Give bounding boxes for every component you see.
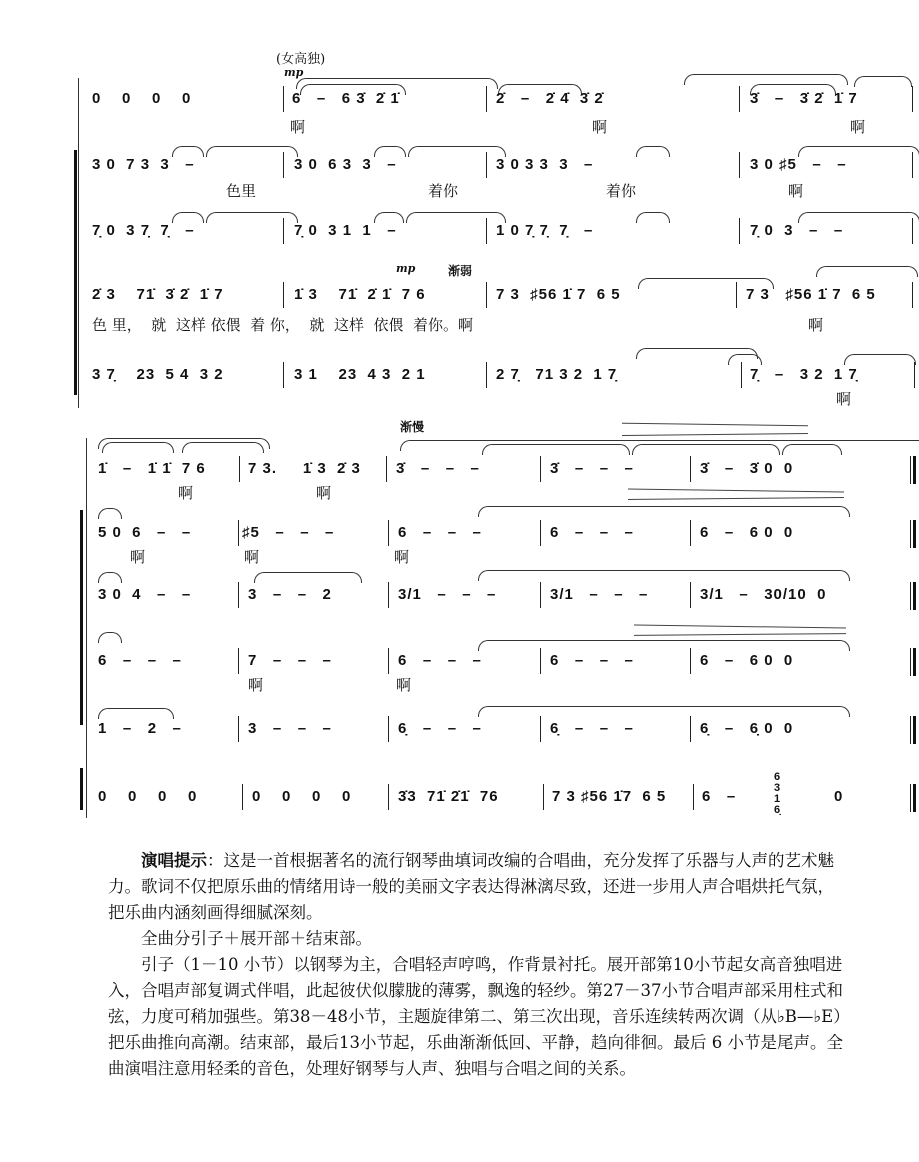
measure: 1 0 7̣ 7̣ 7̣ – [496,222,594,239]
measure: ♯5 – – – [242,524,335,541]
slur [478,570,850,581]
measure: 7 3 ♯56 1̇ 7 6 5 [746,286,876,303]
lyric: 着你 [606,182,637,200]
chord-note: 3 [774,782,781,794]
slur [482,444,630,455]
lyric: 啊 [316,484,332,502]
notes-paragraph-3: 引子（1－10 小节）以钢琴为主，合唱轻声哼鸣，作背景衬托。展开部第10小节起女高音独唱进入，合唱声部复调式伴唱，此起彼伏似朦胧的薄雾，飘逸的轻纱。第27－37小节合唱声部采用柱式和弦，力度可稍加强些。第38－48小节，主题旋律第二、第三次出现，音乐连续转两次调（从♭B—♭E）把乐曲推向高潮。结束部，最后13小节起，乐曲渐渐低回、平静，趋向徘徊。最后 6 小节是尾声。全曲演唱注意用轻柔的音色，处理好钢琴与人声、独唱与合唱之间的关系。 [108,955,843,1078]
decrescendo-hairpin [634,633,846,636]
measure: 3̇ – – – [396,460,480,477]
slur [478,640,850,651]
measure: 6 – – – [98,652,182,669]
notes-title: 演唱提示 [141,851,207,870]
measure: 3 1 23 4 3 2 1 [294,366,426,383]
lyric: 啊 [394,548,410,566]
barline [690,456,691,482]
measure: 7̣ 0 3 1 1 – [294,222,397,239]
measure: 3 0 6 3 3 – [294,156,397,173]
barline [912,282,913,308]
barline [238,716,239,742]
barline [388,520,389,546]
barline [388,716,389,742]
barline [690,582,691,608]
measure: 3 – – 2 [248,586,332,603]
measure: 7̣ – 3 2 1 7̣ [750,366,858,383]
measure: 3/1 – – – [550,586,649,603]
measure: 6 – – – [398,652,482,669]
decrescendo-hairpin [628,497,844,500]
measure: 7 3 ♯56 1̇ 7 6 5 [496,286,621,303]
staff-chorus-alto [78,586,848,610]
slur [854,76,912,87]
notes-text: 这是一首根据著名的流行钢琴曲填词改编的合唱曲，充分发挥了乐器与人声的艺术魅力。歌词不仅把原乐曲的情绪用诗一般的美丽文字表达得淋漓尽致，还进一步用人声合唱烘托气氛，把乐曲内涵刻画得细腻深刻。 [108,851,834,922]
barline [388,784,389,810]
chord-note: 6 [774,771,781,783]
solo-label: (女高独) [276,52,326,67]
barline [912,218,913,244]
notes-paragraph-2: 全曲分引子＋展开部＋结束部。 [141,929,372,948]
slur [632,444,780,455]
measure: 1̇ 3 71̇ 2̇ 1̇ 7 6 [294,286,426,303]
measure: 6 – – – [550,524,634,541]
measure: 3/1 – – – [398,586,497,603]
measure: 6̣ – – – [550,720,634,737]
measure: 1 – 2 – [98,720,182,737]
measure: 3̇ – – – [550,460,634,477]
measure: 6 – 6 0 0 [700,652,794,669]
dynamic-mp: mp [396,262,416,275]
decrescendo-hairpin [622,423,808,427]
lyric: 啊 [808,316,824,334]
barline [238,582,239,608]
final-barline [910,716,916,744]
barline [540,582,541,608]
barline [238,648,239,674]
measure: 2̇ – 2̇ 4̇ 3̇ 2̇ [496,90,604,107]
slur [98,632,122,643]
notes-separator: ： [207,851,224,870]
slur [478,706,850,717]
decrescendo-hairpin [628,488,844,492]
barline [540,648,541,674]
tempo-label: 渐慢 [400,420,425,434]
barline [690,648,691,674]
slur [102,442,174,453]
measure: 2 7̣ 71 3 2 1 7̣ [496,366,618,383]
measure: 3 0 ♯5 – – [750,156,847,173]
slur [254,572,362,583]
slur [782,444,842,455]
lyric: 色 里， 就 这样 依偎 着 你， 就 这样 依偎 着你。啊 [92,316,474,334]
measure: 3/1 – 30/10 0 [700,586,827,603]
final-barline [910,648,916,676]
staff-solo [78,460,848,484]
chord-note: 1 [774,793,781,805]
chord-note: 6̣ [774,804,781,816]
barline [912,86,913,112]
measure: 0 0 0 0 [252,788,352,805]
barline [242,784,243,810]
measure: 6 – [702,788,737,805]
lyric: 啊 [248,676,264,694]
system-line [86,438,87,818]
measure: 7 – – – [248,652,332,669]
measure: 7 3. 1̇ 3 2̇ 3 [248,460,361,477]
lyric: 啊 [592,118,608,136]
staff-piano [78,788,848,812]
barline [239,456,240,482]
decrescendo-hairpin [634,625,846,629]
measure: 3̇3 71̇ 2̇1̇ 76 [398,788,499,805]
slur [844,354,916,365]
measure: 3 0 4 – – [98,586,192,603]
barline [914,362,915,388]
lyric: 啊 [244,548,260,566]
slur [182,442,264,453]
lyric: 着你 [428,182,459,200]
measure: 6̣ – 6̣ 0 0 [700,720,794,737]
barline [238,520,239,546]
barline [540,456,541,482]
barline [690,716,691,742]
measure: 1̇ – 1̇ 1̇ 7 6 [98,460,206,477]
dim-label: 渐弱 [448,264,473,278]
lyric: 啊 [836,390,852,408]
measure: 6 – 6 3̇ 2̇ 1̇ [292,90,400,107]
final-barline [910,520,916,548]
final-barline [910,582,916,610]
barline [690,520,691,546]
measure: 5 0 6 – – [98,524,192,541]
slur [98,708,174,719]
staff-chorus-bass [78,720,848,744]
barline [540,520,541,546]
measure: 3̇ – 3̇ 2̇ 1̇ 7 [750,90,858,107]
staff-chorus-tenor [78,652,848,676]
measure: 3 – – – [248,720,332,737]
dynamic-mp: mp [284,66,304,79]
measure: 3 0 7 3 3 – [92,156,195,173]
notes-paragraph-1 [108,848,848,926]
measure: 0 0 0 0 [98,788,198,805]
final-chord [774,772,780,816]
lyric: 啊 [290,118,306,136]
lyric: 啊 [130,548,146,566]
final-barline [910,784,916,812]
barline [388,648,389,674]
barline [540,716,541,742]
measure: 6 – – – [398,524,482,541]
measure: 7̣ 0 3 7̣ 7̣ – [92,222,195,239]
measure: 2̇ 3 71̇ 3̇ 2̇ 1̇ 7 [92,286,224,303]
measure: 3 7̣ 23 5 4 3 2 [92,366,224,383]
final-rest: 0 [834,788,844,805]
barline [386,456,387,482]
final-barline [910,456,916,484]
measure: 7̣ 0 3 – – [750,222,844,239]
performance-notes [108,848,848,1082]
lyric: 色里 [226,182,257,200]
slur [98,508,122,519]
measure: 0 0 0 0 [92,90,192,107]
chorus-bracket [74,150,77,395]
measure: 7 3 ♯56 1̇7 6 5 [552,788,667,805]
lyric: 啊 [178,484,194,502]
staff-chorus-soprano [78,524,848,548]
lyric: 啊 [788,182,804,200]
barline [388,582,389,608]
measure: 6̣ – – – [398,720,482,737]
measure: 3 0 3 3 3 – [496,156,594,173]
decrescendo-hairpin [622,433,808,436]
measure: 6 – – – [550,652,634,669]
barline [912,152,913,178]
slur [98,572,122,583]
measure: 3̇ – 3̇ 0 0 [700,460,794,477]
lyric: 啊 [850,118,866,136]
barline [543,784,544,810]
slur [478,506,850,517]
measure: 6 – 6 0 0 [700,524,794,541]
lyric: 啊 [396,676,412,694]
barline [693,784,694,810]
score-system-2 [78,0,848,840]
